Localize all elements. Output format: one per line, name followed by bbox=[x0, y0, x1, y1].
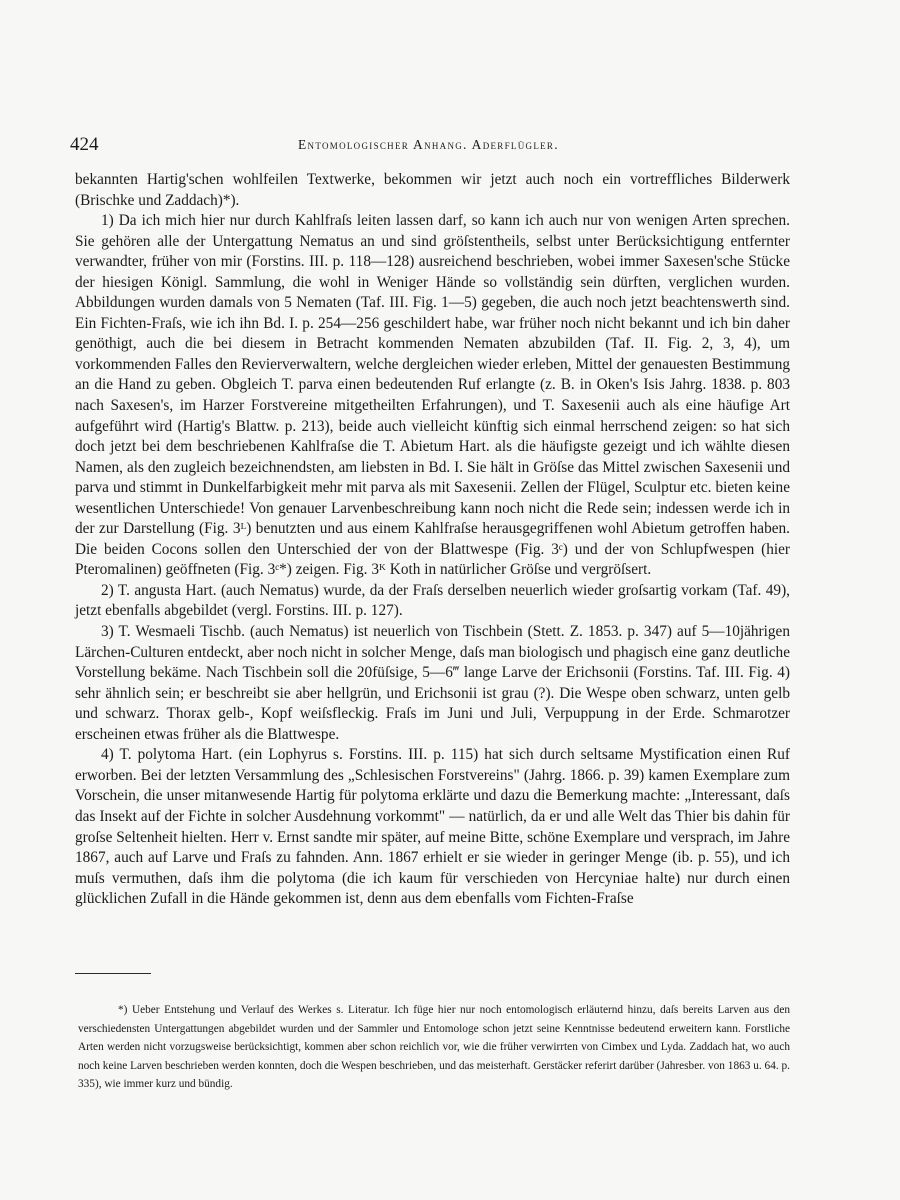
footnote-rule bbox=[75, 973, 151, 974]
running-title: Entomologischer Anhang. Aderflügler. bbox=[298, 137, 559, 152]
body-text bbox=[75, 170, 790, 910]
paragraph-3: 3) T. Wesmaeli Tischb. (auch Nematus) ist neuerlich von Tischbein (Stett. Z. 1853. p. 347) auf 5—10jährigen Lärchen-Culturen entdeckt, aber noch nicht in solcher Menge, daſs man biologisch und phagisch eine ganz deutliche Vorstellung bekäme. Nach Tischbein soll die 20füſsige, 5—6‴ lange Larve der Erichsonii (Forstins. Taf. III. Fig. 4) sehr ähnlich sein; er beschreibt sie aber hellgrün, und Erichsonii ist grau (?). Die Wespe oben schwarz, unten gelb und schwarz. Thorax gelb-, Kopf weiſsfleckig. Fraſs im Juni und Juli, Verpuppung in der Erde. Schmarotzer erscheinen etwas früher als die Blattwespe. bbox=[75, 623, 790, 743]
paragraph-2: 2) T. angusta Hart. (auch Nematus) wurde, da der Fraſs derselben neuerlich wieder groſsartig vorkam (Taf. 49), jetzt ebenfalls abgebildet (vergl. Forstins. III. p. 127). bbox=[75, 581, 790, 620]
page-number: 424 bbox=[70, 134, 99, 155]
page-header bbox=[70, 134, 790, 158]
paragraph-continuation: bekannten Hartig'schen wohlfeilen Textwerke, bekommen wir jetzt auch noch ein vortreffliches Bilderwerk (Brischke und Zaddach)*). bbox=[75, 171, 790, 209]
paragraph-4: 4) T. polytoma Hart. (ein Lophyrus s. Forstins. III. p. 115) hat sich durch seltsame Mystification einen Ruf erworben. Bei der letzten Versammlung des „Schlesischen Forstvereins" (Jahrg. 1866. p. 39) kamen Exemplare zum Vorschein, die unser mitanwesende Hartig für polytoma erklärte und dazu die Bemerkung machte: „Interessant, daſs das Insekt auf der Fichte in solcher Ausdehnung vorkommt" — natürlich, da er und alle Welt das Thier bis dahin für groſse Seltenheit hielten. Herr v. Ernst sandte mir später, auf meine Bitte, schöne Exemplare und versprach, im Jahre 1867, auch auf Larve und Fraſs zu fahnden. Ann. 1867 erhielt er sie wieder in geringer Menge (ib. p. 55), und ich muſs vermuthen, daſs ihm die polytoma (die ich kaum für verschieden von Hercyniae halte) nur durch einen glücklichen Zufall in die Hände gekommen ist, denn aus dem ebenfalls vom Fichten-Fraſse bbox=[75, 746, 790, 908]
paragraph-1: 1) Da ich mich hier nur durch Kahlfraſs leiten lassen darf, so kann ich auch nur von wenigen Arten sprechen. Sie gehören alle der Untergattung Nematus an und sind gröſstentheils, selbst unter Berücksichtigung entfernter verwandter, früher von mir (Forstins. III. p. 118—128) ausreichend beschrieben, wobei immer Saxesen'sche Stücke der hiesigen Königl. Sammlung, die wohl in Weniger Hände so vollständig sein dürften, verglichen wurden. Abbildungen wurden damals von 5 Nematen (Taf. III. Fig. 1—5) gegeben, die auch noch jetzt beachtenswerth sind. Ein Fichten-Fraſs, wie ich ihn Bd. I. p. 254—256 geschildert habe, war früher noch nicht bekannt und ich bin daher genöthigt, auch die bei diesem in Betracht kommenden Nematen abzubilden (Taf. II. Fig. 2, 3, 4), um vorkommenden Falles den Revierverwaltern, welche dergleichen wieder erleben, Mittel der genauesten Bestimmung an die Hand zu geben. Obgleich T. parva einen bedeutenden Ruf erlangte (z. B. in Oken's Isis Jahrg. 1838. p. 803 nach Saxesen's, im Harzer Forstvereine mitgetheilten Erfahrungen), und T. Saxesenii auch als eine häufige Art aufgeführt wird (Hartig's Blattw. p. 213), beide auch vielleicht künftig sich einmal herrschend zeigen: so hat sich doch jetzt bei dem beschriebenen Kahlfraſse die T. Abietum Hart. als die häufigste gezeigt und ich wählte diesen Namen, als den zugleich bezeichnendsten, am liebsten in Bd. I. Sie hält in Gröſse das Mittel zwischen Saxesenii und parva und stimmt in Dunkelfarbigkeit mehr mit parva als mit Saxesenii. Zellen der Flügel, Sculptur etc. bieten keine wesentlichen Unterschiede! Von genauer Larvenbeschreibung kann noch nicht die Rede sein; indessen werde ich in der zur Darstellung (Fig. 3ᴸ) benutzten und aus einem Kahlfraſse herausgegriffenen wohl Abietum getroffen haben. Die beiden Cocons sollen den Unterschied der von der Blattwespe (Fig. 3ᶜ) und der von Schlupfwespen (hier Pteromalinen) geöffneten (Fig. 3ᶜ*) zeigen. Fig. 3ᴷ Koth in natürlicher Gröſse und vergröſsert. bbox=[75, 212, 790, 579]
footnote: *) Ueber Entstehung und Verlauf des Werkes s. Literatur. Ich füge hier nur noch entomologisch erläuternd hinzu, daſs bereits Larven aus den verschiedensten Untergattungen abgebildet wurden und der Sammler und Entomologe schon jetzt seine Kenntnisse bedeutend erweitern kann. Forstliche Arten werden nicht vorzugsweise berücksichtigt, kommen aber schon reichlich vor, wie die früher verwirrten von Cimbex und Lyda. Zaddach hat, wo auch noch keine Larven beschrieben werden konnten, doch die Wespen beschrieben, und das meisterhaft. Gerstäcker referirt darüber (Jahresber. von 1863 u. 64. p. 335), wie immer kurz und bündig. bbox=[78, 1004, 790, 1091]
